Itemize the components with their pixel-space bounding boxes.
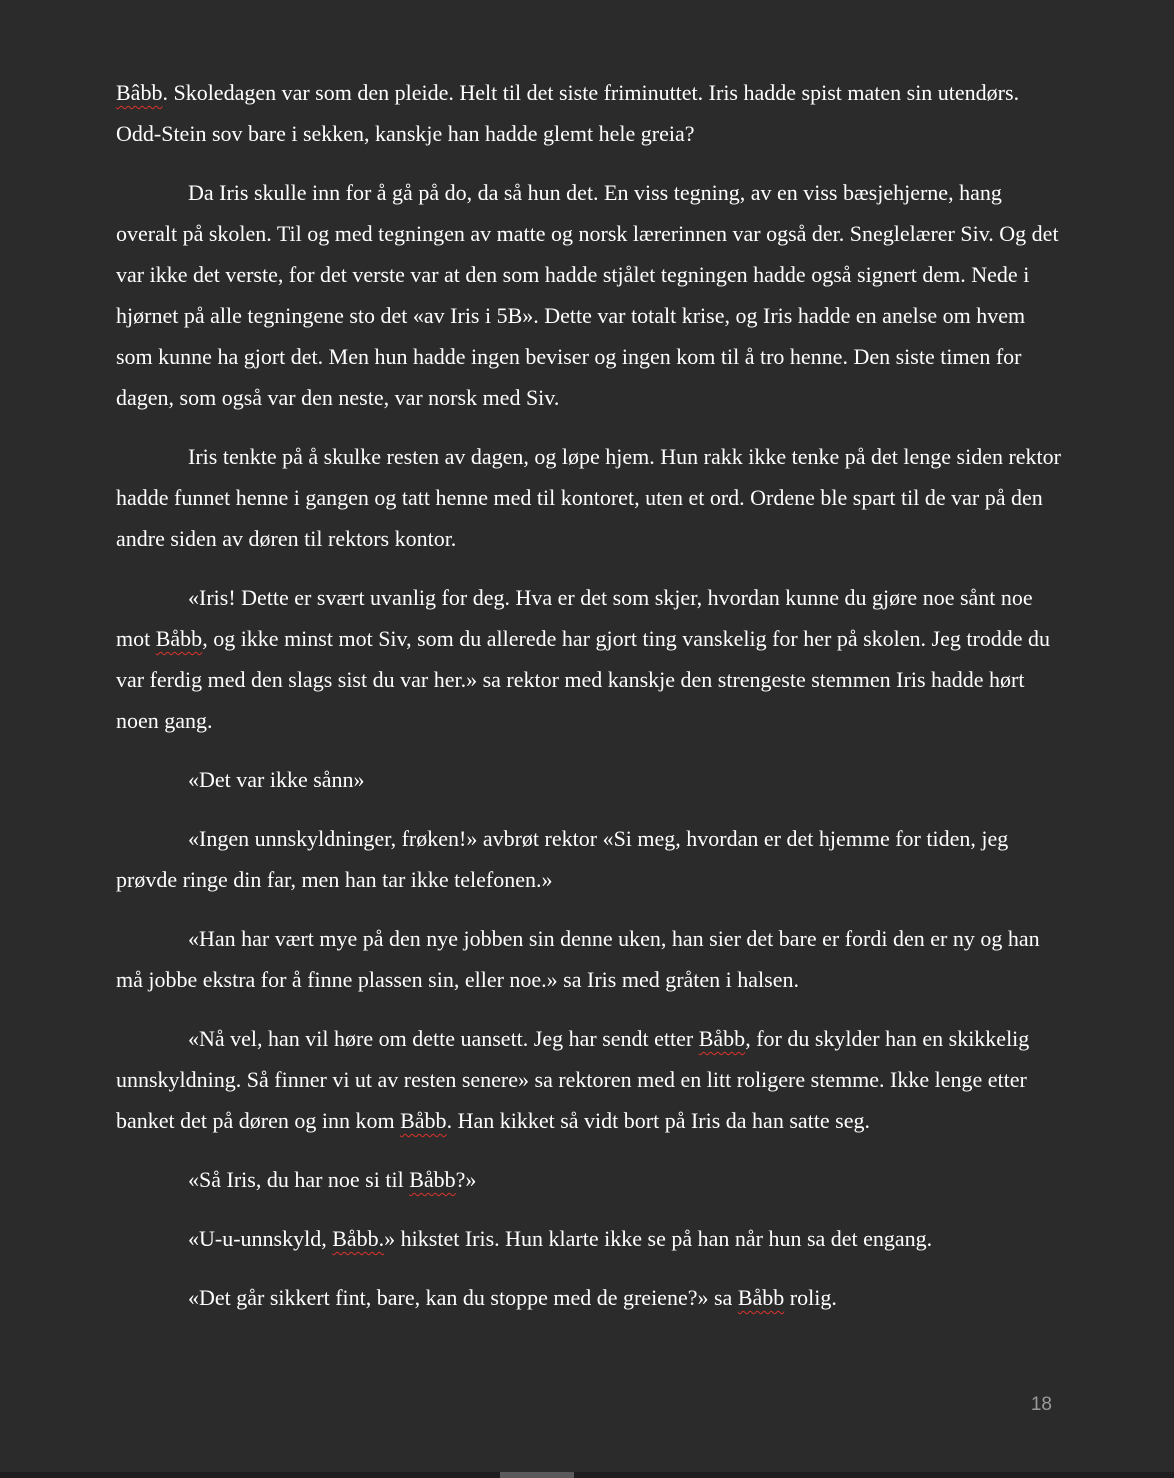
horizontal-scrollbar-track[interactable] [0,1472,1174,1478]
spellcheck-flagged-word: Båbb [737,1285,785,1310]
paragraph [116,72,1061,154]
paragraph-text: «Det var ikke sånn» [188,767,365,792]
paragraph-text: «Han har vært mye på den nye jobben sin denne uken, han sier det bare er fordi den er ny og han må jobbe ekstra for å finne plassen sin, eller noe.» sa Iris med gråten i halsen. [116,926,1040,992]
spellcheck-flagged-word: Båbb [400,1108,447,1133]
paragraph-text: «Det går sikkert fint, bare, kan du stoppe med de greiene?» sa [188,1285,738,1310]
paragraph-text: «Nå vel, han vil høre om dette uansett. Jeg har sendt etter [188,1026,699,1051]
scrollbar-thumb[interactable] [500,1472,574,1478]
paragraph-text: Iris tenkte på å skulke resten av dagen, og løpe hjem. Hun rakk ikke tenke på det lenge siden rektor hadde funnet henne i gangen og tatt henne med til kontoret, uten et ord. Ordene ble spart til de var på den andre siden av døren til rektors kontor. [116,444,1061,551]
paragraph-text: , for du skylder han en skikkelig unnskyldning. Så finner vi ut av resten senere» sa rektoren med en litt roligere stemme. Ikke lenge etter banket det på døren og inn kom [116,1026,1030,1133]
paragraph [116,1018,1061,1141]
paragraph [116,1277,1061,1318]
paragraph [116,1218,1061,1259]
paragraph [116,759,1061,800]
spellcheck-flagged-word: Båbb [698,1026,746,1051]
paragraph-text: . Han kikket så vidt bort på Iris da han satte seg. [446,1108,870,1133]
paragraph-text: » hikstet Iris. Hun klarte ikke se på han når hun sa det engang. [384,1226,933,1251]
paragraph-text: «U-u-unnskyld, [188,1226,333,1251]
paragraph [116,1159,1061,1200]
paragraph [116,172,1061,418]
page-number: 18 [1030,1394,1052,1415]
document-body[interactable] [116,72,1061,1336]
paragraph-text: Da Iris skulle inn for å gå på do, da så hun det. En viss tegning, av en viss bæsjehjerne, hang overalt på skolen. Til og med tegningen av matte og norsk lærerinnen var også der. Sneglelærer Siv. Og det var ikke det verste, for det verste var at den som hadde stjålet tegningen hadde også signert dem. Nede i hjørnet på alle tegningene sto det «av Iris i 5B». Dette var totalt krise, og Iris hadde en anelse om hvem som kunne ha gjort det. Men hun hadde ingen beviser og ingen kom til å tro henne. Den siste timen for dagen, som også var den neste, var norsk med Siv. [116,180,1059,410]
spellcheck-flagged-word: Bâbb [116,80,163,105]
paragraph-text: «Iris! Dette er svært uvanlig for deg. Hva er det som skjer, hvordan kunne du gjøre noe sånt noe mot [116,585,1033,651]
paragraph [116,918,1061,1000]
paragraph-text: ?» [455,1167,477,1192]
paragraph [116,436,1061,559]
paragraph-text: , og ikke minst mot Siv, som du allerede har gjort ting vanskelig for her på skolen. Jeg trodde du var ferdig med den slags sist du var her.» sa rektor med kanskje den strengeste stemmen Iris hadde hørt noen gang. [116,626,1051,733]
paragraph [116,577,1061,741]
spellcheck-flagged-word: Båbb [155,626,203,651]
paragraph-text: «Så Iris, du har noe si til [188,1167,410,1192]
paragraph-text: «Ingen unnskyldninger, frøken!» avbrøt rektor «Si meg, hvordan er det hjemme for tiden, jeg prøvde ringe din far, men han tar ikke telefonen.» [116,826,1009,892]
spellcheck-flagged-word: Båbb [409,1167,456,1192]
paragraph-text: rolig. [784,1285,837,1310]
paragraph [116,818,1061,900]
paragraph-text: . Skoledagen var som den pleide. Helt til det siste friminuttet. Iris hadde spist maten sin utendørs. Odd-Stein sov bare i sekken, kanskje han hadde glemt hele greia? [116,80,1020,146]
spellcheck-flagged-word: Båbb. [332,1226,385,1251]
